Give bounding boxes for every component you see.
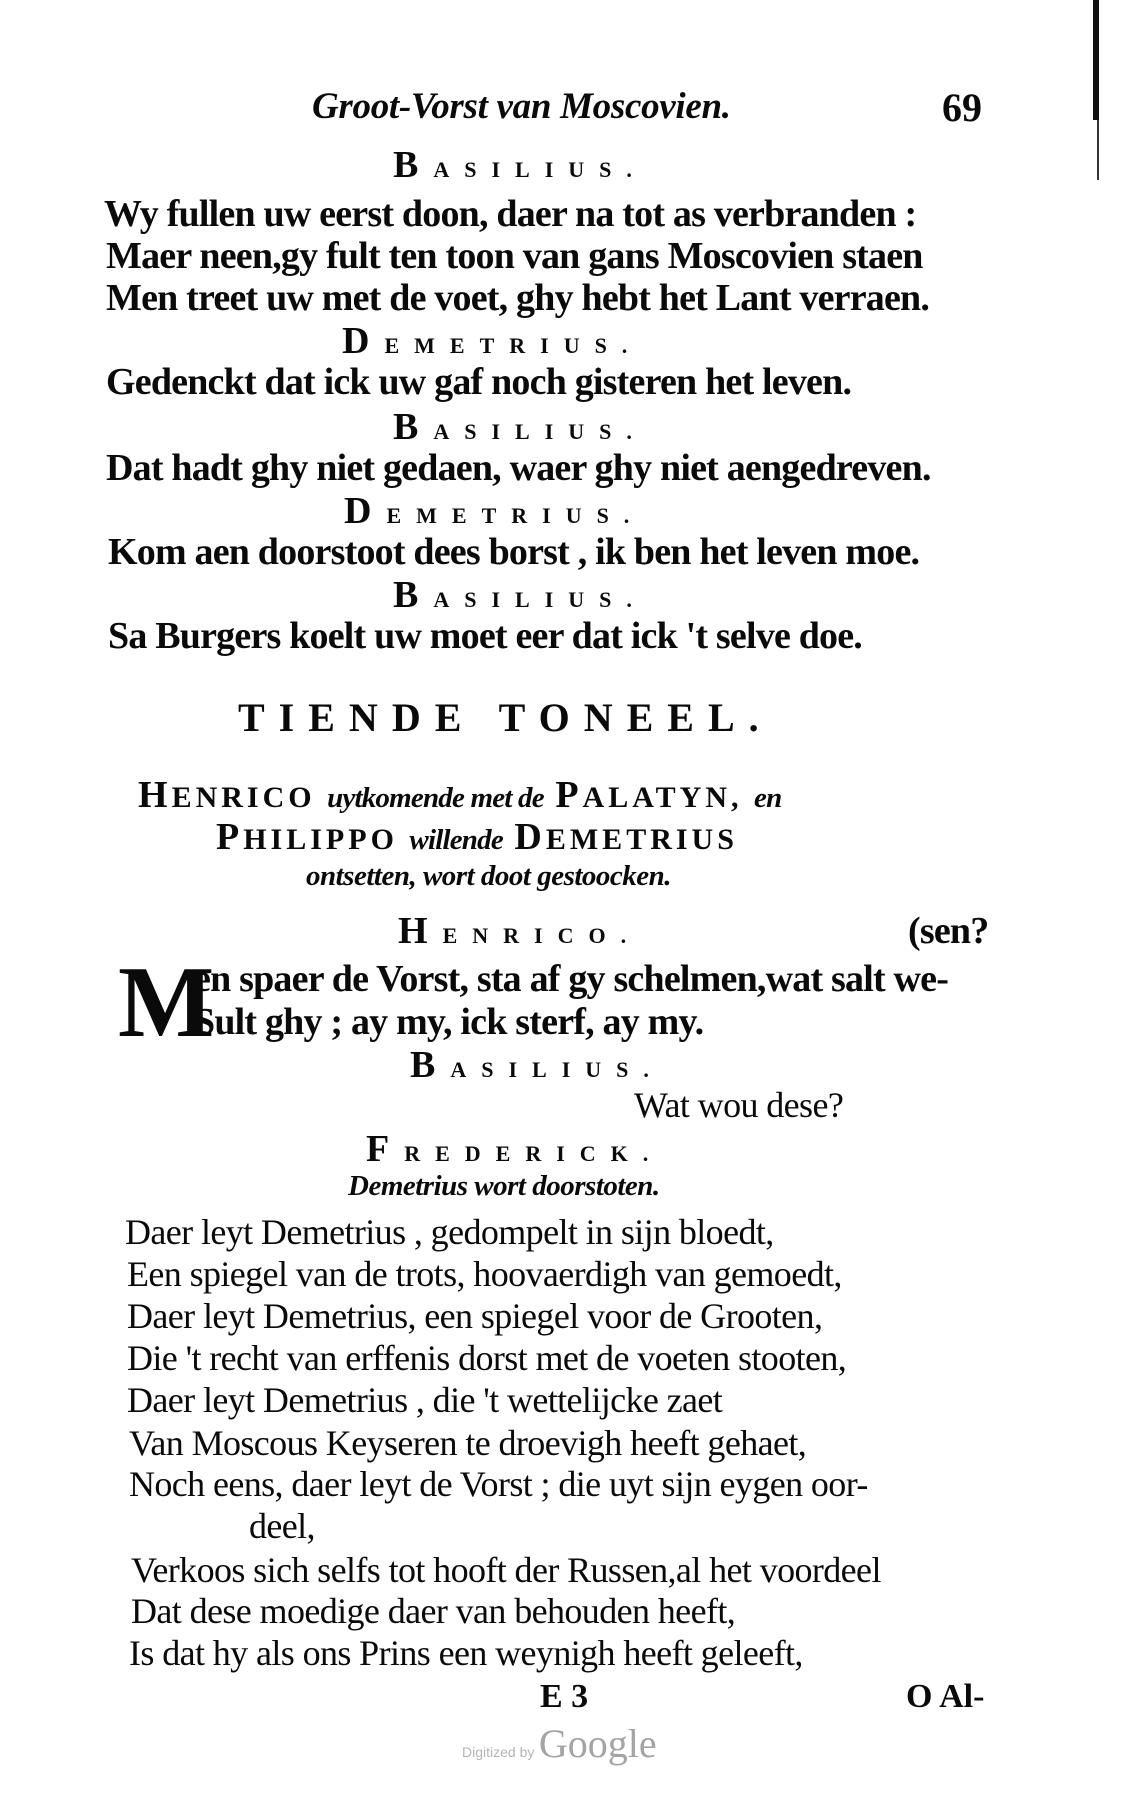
verse-line: Men treet uw met de voet, ghy hebt het Lant verraen.	[106, 277, 930, 319]
verse-line: Sa Burgers koelt uw moet eer dat ick 't selve doe.	[108, 615, 863, 657]
speaker-basilius: BASILIUS.	[393, 144, 647, 186]
drop-cap-initial: M	[118, 946, 215, 1059]
verse-line: Daer leyt Demetrius , gedompelt in sijn bloedt,	[125, 1212, 774, 1252]
verse-line: Noch eens, daer leyt de Vorst ; die uyt sijn eygen oor-	[129, 1464, 868, 1504]
speaker-basilius: BASILIUS.	[410, 1044, 664, 1086]
page-edge-shadow	[1093, 0, 1099, 120]
speaker-basilius: BASILIUS.	[393, 574, 647, 616]
verse-line: Die 't recht van erffenis dorst met de voeten stooten,	[127, 1338, 847, 1378]
signature-mark: E 3	[540, 1678, 589, 1715]
verse-line: Verkoos sich selfs tot hooft der Russen,al het voordeel	[131, 1550, 881, 1590]
stage-note: Demetrius wort doorstoten.	[348, 1170, 660, 1202]
watermark-prefix: Digitized by	[462, 1744, 535, 1760]
verse-line: Wy fullen uw eerst doon, daer na tot as verbranden :	[104, 193, 917, 235]
digitized-watermark	[462, 1720, 657, 1767]
stage-direction-line-3: ontsetten, wort doot gestoocken.	[306, 860, 672, 892]
verse-line: Kom aen doorstoot dees borst , ik ben het leven moe.	[108, 531, 920, 573]
scene-heading: TIENDE TONEEL.	[238, 695, 773, 740]
verse-line: Gedenckt dat ick uw gaf noch gisteren het leven.	[106, 361, 852, 403]
verse-line: Maer neen,gy fult ten toon van gans Moscovien staen	[106, 235, 923, 277]
page-number: 69	[942, 85, 982, 130]
verse-line: Wat wou dese?	[634, 1085, 844, 1125]
turnover-text: (sen?	[908, 910, 989, 952]
verse-line: Dat dese moedige daer van behouden heeft,	[131, 1591, 736, 1631]
verse-line: Daer leyt Demetrius, een spiegel voor de Grooten,	[127, 1296, 823, 1336]
verse-line: Van Moscous Keyseren te droevigh heeft gehaet,	[129, 1423, 807, 1463]
verse-line: Dat hadt ghy niet gedaen, waer ghy niet aengedreven.	[106, 447, 931, 489]
verse-line: en spaer de Vorst, sta af gy schelmen,wat salt we-	[194, 958, 949, 1000]
speaker-demetrius: DEMETRIUS.	[342, 320, 643, 362]
speaker-frederick: FREDERICK.	[366, 1128, 664, 1170]
catchword: O Al-	[906, 1678, 985, 1715]
running-head-title: Groot-Vorst van Moscovien.	[312, 86, 731, 127]
stage-direction-line-1: HENRICO uytkomende met de PALATYN, en	[138, 774, 782, 816]
stage-direction-line-2: PHILIPPO willende DEMETRIUS	[216, 816, 738, 858]
speaker-basilius: BASILIUS.	[393, 406, 647, 448]
verse-line: Is dat hy als ons Prins een weynigh heeft geleeft,	[129, 1633, 803, 1673]
speaker-demetrius: DEMETRIUS.	[344, 490, 645, 532]
verse-line-continuation: deel,	[249, 1506, 315, 1546]
speaker-henrico: HENRICO.	[398, 910, 642, 952]
verse-line: Sult ghy ; ay my, ick sterf, ay my.	[194, 1001, 704, 1043]
google-logo: Google	[538, 1721, 657, 1766]
verse-line: Daer leyt Demetrius , die 't wettelijcke zaet	[127, 1380, 723, 1420]
page-edge-shadow-lower	[1097, 120, 1099, 180]
verse-line: Een spiegel van de trots, hoovaerdigh van gemoedt,	[127, 1254, 842, 1294]
